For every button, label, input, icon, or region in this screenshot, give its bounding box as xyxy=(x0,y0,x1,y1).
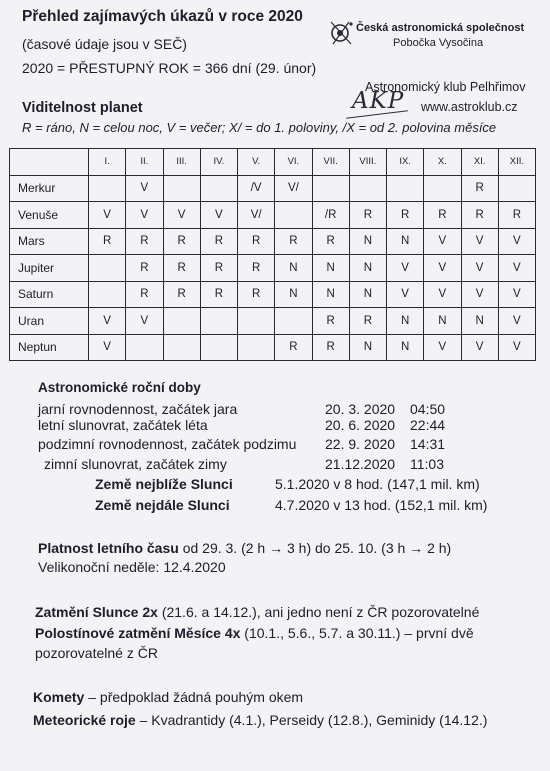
planet-visibility-table xyxy=(9,148,536,361)
visibility-cell: /V xyxy=(238,175,275,202)
visibility-cell: R xyxy=(275,334,312,361)
planet-row xyxy=(10,175,536,202)
visibility-cell: R xyxy=(461,175,498,202)
planet-row xyxy=(10,334,536,361)
season-time: 11:03 xyxy=(410,456,444,472)
dst-value: od 29. 3. (2 h → 3 h) do 25. 10. (3 h → 2 h) xyxy=(178,540,452,556)
visibility-cell: V xyxy=(424,228,461,255)
planet-row xyxy=(10,281,536,308)
visibility-cell: R xyxy=(312,228,349,255)
season-date: 21.12.2020 xyxy=(325,456,396,472)
month-header-row xyxy=(10,149,536,176)
website: www.astroklub.cz xyxy=(421,100,518,114)
visibility-cell xyxy=(238,334,275,361)
visibility-cell: R xyxy=(126,281,163,308)
visibility-cell: V xyxy=(89,202,126,229)
visibility-cell: R xyxy=(349,202,386,229)
visibility-cell: V xyxy=(498,281,535,308)
meteors-line xyxy=(33,712,487,728)
visibility-cell xyxy=(163,175,200,202)
visibility-cell xyxy=(126,334,163,361)
visibility-cell: V xyxy=(461,228,498,255)
visibility-cell: R xyxy=(349,308,386,335)
leap-year-note: 2020 = PŘESTUPNÝ ROK = 366 dní (29. únor) xyxy=(22,60,317,76)
visibility-cell: R xyxy=(126,228,163,255)
visibility-cell: R xyxy=(200,281,237,308)
visibility-cell: V xyxy=(200,202,237,229)
visibility-cell: N xyxy=(312,281,349,308)
visibility-cell: N xyxy=(387,228,424,255)
seasons-heading: Astronomické roční doby xyxy=(38,380,201,395)
visibility-cell: V xyxy=(461,255,498,282)
visibility-cell: R xyxy=(275,228,312,255)
visibility-cell: R xyxy=(461,202,498,229)
month-header: XI. xyxy=(461,149,498,176)
comets-line xyxy=(33,689,303,705)
visibility-cell: V xyxy=(461,334,498,361)
visibility-cell: N xyxy=(349,281,386,308)
visibility-cell: R xyxy=(238,281,275,308)
planet-name: Jupiter xyxy=(10,255,89,282)
month-header: II. xyxy=(126,149,163,176)
visibility-cell: V/ xyxy=(275,175,312,202)
solar-eclipse-line xyxy=(35,604,479,620)
easter-line: Velikonoční neděle: 12.4.2020 xyxy=(38,559,226,575)
season-label: zimní slunovrat, začátek zimy xyxy=(44,456,227,472)
visibility-cell: V xyxy=(424,255,461,282)
club-logo: AKP xyxy=(352,88,405,114)
time-note: (časové údaje jsou v SEČ) xyxy=(22,36,187,52)
visibility-cell: R xyxy=(238,255,275,282)
visibility-cell: V xyxy=(498,228,535,255)
season-label: letní slunovrat, začátek léta xyxy=(38,417,208,433)
visibility-cell: R xyxy=(163,255,200,282)
visibility-cell: V xyxy=(424,281,461,308)
visibility-cell: R xyxy=(238,228,275,255)
visibility-cell xyxy=(200,308,237,335)
planet-name: Saturn xyxy=(10,281,89,308)
visibility-cell: V xyxy=(387,281,424,308)
dst-line xyxy=(38,540,451,556)
season-date: 22. 9. 2020 xyxy=(325,436,396,452)
visibility-cell xyxy=(349,175,386,202)
visibility-cell xyxy=(312,175,349,202)
season-date: 20. 6. 2020 xyxy=(325,417,396,433)
visibility-cell xyxy=(424,175,461,202)
society-branch: Pobočka Vysočina xyxy=(393,37,484,49)
visibility-cell: N xyxy=(461,308,498,335)
visibility-cell: R xyxy=(424,202,461,229)
visibility-cell: N xyxy=(349,334,386,361)
perihelion-label: Země nejblíže Slunci xyxy=(95,476,233,492)
visibility-cell: N xyxy=(387,308,424,335)
visibility-cell: V xyxy=(126,175,163,202)
visibility-cell xyxy=(387,175,424,202)
month-header: VII. xyxy=(312,149,349,176)
visibility-cell xyxy=(163,308,200,335)
season-time: 04:50 xyxy=(410,401,446,417)
society-logo-icon xyxy=(329,18,355,48)
visibility-cell: R xyxy=(200,228,237,255)
month-header: VIII. xyxy=(349,149,386,176)
visibility-cell: V xyxy=(89,334,126,361)
visibility-cell: V xyxy=(498,308,535,335)
planet-name: Venuše xyxy=(10,202,89,229)
comets-value: – předpoklad žádná pouhým okem xyxy=(84,689,304,705)
visibility-cell: R xyxy=(498,202,535,229)
visibility-cell xyxy=(89,255,126,282)
aphelion-value: 4.7.2020 v 13 hod. (152,1 mil. km) xyxy=(275,497,488,513)
corner-cell xyxy=(10,149,89,176)
solar-eclipse-label: Zatmění Slunce 2x xyxy=(35,604,158,620)
visibility-cell: V xyxy=(424,334,461,361)
visibility-cell xyxy=(163,334,200,361)
month-header: IX. xyxy=(387,149,424,176)
visibility-cell: N xyxy=(424,308,461,335)
planet-row xyxy=(10,228,536,255)
month-header: X. xyxy=(424,149,461,176)
visibility-cell xyxy=(200,334,237,361)
month-header: VI. xyxy=(275,149,312,176)
planet-name: Mars xyxy=(10,228,89,255)
visibility-cell: V xyxy=(461,281,498,308)
month-header: IV. xyxy=(200,149,237,176)
visibility-cell xyxy=(89,175,126,202)
month-header: V. xyxy=(238,149,275,176)
club-name: Astronomický klub Pelhřimov xyxy=(365,80,526,94)
planet-name: Uran xyxy=(10,308,89,335)
lunar-eclipse-line xyxy=(35,625,474,641)
visibility-cell xyxy=(275,202,312,229)
month-header: XII. xyxy=(498,149,535,176)
season-label: jarní rovnodennost, začátek jara xyxy=(38,401,238,417)
visibility-cell: V xyxy=(89,308,126,335)
visibility-cell: N xyxy=(312,255,349,282)
visibility-cell: R xyxy=(200,255,237,282)
visibility-cell xyxy=(238,308,275,335)
solar-eclipse-value: (21.6. a 14.12.), ani jedno není z ČR pozorovatelné xyxy=(157,604,480,620)
season-time: 14:31 xyxy=(410,436,446,452)
lunar-eclipse-label: Polostínové zatmění Měsíce 4x xyxy=(35,625,241,641)
visibility-cell: V xyxy=(126,308,163,335)
visibility-cell xyxy=(200,175,237,202)
visibility-cell: R xyxy=(387,202,424,229)
planet-name: Neptun xyxy=(10,334,89,361)
visibility-cell: V xyxy=(498,255,535,282)
page-title: Přehled zajímavých úkazů v roce 2020 xyxy=(22,8,303,25)
perihelion-value: 5.1.2020 v 8 hod. (147,1 mil. km) xyxy=(275,476,480,492)
visibility-cell xyxy=(89,281,126,308)
society-name: Česká astronomická společnost xyxy=(356,22,525,34)
visibility-cell xyxy=(275,308,312,335)
planet-name: Merkur xyxy=(10,175,89,202)
visibility-cell: V xyxy=(498,334,535,361)
planet-row xyxy=(10,255,536,282)
visibility-cell: V xyxy=(163,202,200,229)
visibility-cell: N xyxy=(275,281,312,308)
visibility-cell: R xyxy=(89,228,126,255)
visibility-cell: V/ xyxy=(238,202,275,229)
visibility-cell: R xyxy=(126,255,163,282)
visibility-cell: R xyxy=(163,281,200,308)
visibility-cell: V xyxy=(387,255,424,282)
visibility-cell: N xyxy=(387,334,424,361)
season-date: 20. 3. 2020 xyxy=(325,401,396,417)
visibility-cell: V xyxy=(126,202,163,229)
visibility-cell: /R xyxy=(312,202,349,229)
comets-label: Komety xyxy=(33,689,85,705)
visibility-legend: R = ráno, N = celou noc, V = večer; X/ = do 1. poloviny, /X = od 2. polovina měsíce xyxy=(22,120,497,135)
visibility-cell: N xyxy=(275,255,312,282)
month-header: I. xyxy=(89,149,126,176)
dst-label: Platnost letního času xyxy=(38,540,179,556)
visibility-cell: R xyxy=(163,228,200,255)
visibility-cell: R xyxy=(312,334,349,361)
season-time: 22:44 xyxy=(410,417,446,433)
lunar-eclipse-value: (10.1., 5.6., 5.7. a 30.11.) – první dvě xyxy=(240,625,474,641)
season-label: podzimní rovnodennost, začátek podzimu xyxy=(38,436,297,452)
meteors-value: – Kvadrantidy (4.1.), Perseidy (12.8.), Geminidy (14.12.) xyxy=(135,712,488,728)
month-header: III. xyxy=(163,149,200,176)
visibility-cell: N xyxy=(349,228,386,255)
planet-row xyxy=(10,202,536,229)
meteors-label: Meteorické roje xyxy=(33,712,136,728)
lunar-eclipse-cont: pozorovatelné z ČR xyxy=(35,645,158,661)
visibility-cell xyxy=(498,175,535,202)
visibility-heading: Viditelnost planet xyxy=(22,100,143,116)
visibility-cell: N xyxy=(349,255,386,282)
planet-row xyxy=(10,308,536,335)
visibility-cell: R xyxy=(312,308,349,335)
aphelion-label: Země nejdále Slunci xyxy=(95,497,230,513)
